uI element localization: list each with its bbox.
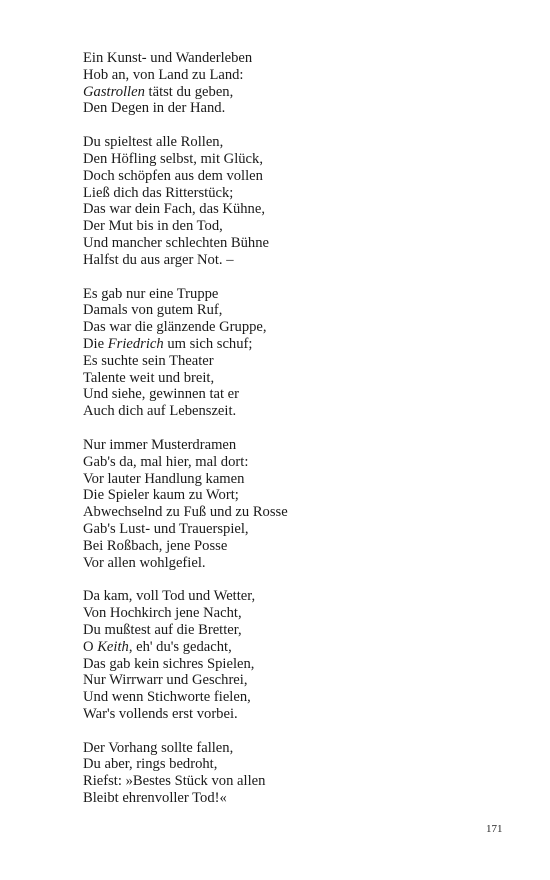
poem-line — [83, 622, 523, 639]
poem-line — [83, 353, 523, 370]
line-text: Das war die glänzende Gruppe, — [83, 319, 267, 336]
poem-line — [83, 252, 523, 269]
poem-line — [83, 538, 523, 555]
line-text: Ließ dich das Ritterstück; — [83, 184, 234, 201]
line-text: Vor lauter Handlung kamen — [83, 470, 245, 487]
poem-line — [83, 235, 523, 252]
line-text: Und wenn Stichworte fielen, — [83, 689, 251, 706]
line-text: Bleibt ehrenvoller Tod!« — [83, 790, 227, 807]
stanza — [83, 437, 523, 571]
line-text: , eh' du's gedacht, — [128, 638, 232, 655]
stanza — [83, 740, 523, 807]
line-text: um sich schuf; — [163, 335, 253, 352]
line-text: Talente weit und breit, — [83, 369, 215, 386]
line-text: Ein Kunst- und Wanderleben — [83, 50, 253, 66]
poem-line — [83, 386, 523, 403]
poem-line — [83, 201, 523, 218]
stanza — [83, 134, 523, 268]
stanza — [83, 50, 523, 117]
line-text: O — [83, 638, 98, 655]
poem-line — [83, 286, 523, 303]
line-text: Von Hochkirch jene Nacht, — [83, 605, 242, 622]
line-text: Doch schöpfen aus dem vollen — [83, 167, 263, 184]
line-text: Das war dein Fach, das Kühne, — [83, 201, 265, 218]
poem-line — [83, 403, 523, 420]
poem-line — [83, 706, 523, 723]
emphasized-name: Friedrich — [107, 335, 164, 352]
poem-line — [83, 588, 523, 605]
poem-line — [83, 454, 523, 471]
line-text: Abwechselnd zu Fuß und zu Rosse — [83, 504, 288, 521]
line-text: Du mußtest auf die Bretter, — [83, 621, 242, 638]
poem-line — [83, 336, 523, 353]
poem-line — [83, 689, 523, 706]
line-text: Du spieltest alle Rollen, — [83, 134, 224, 151]
poem-line — [83, 100, 523, 117]
poem-line — [83, 437, 523, 454]
line-text: Der Mut bis in den Tod, — [83, 218, 223, 235]
line-text: Halfst du aus arger Not. – — [83, 251, 234, 268]
poem-line — [83, 790, 523, 807]
poem-line — [83, 605, 523, 622]
line-text: Nur Wirrwarr und Geschrei, — [83, 672, 248, 689]
poem-line — [83, 319, 523, 336]
poem — [83, 50, 523, 824]
poem-line — [83, 370, 523, 387]
line-text: Den Höfling selbst, mit Glück, — [83, 150, 263, 167]
poem-line — [83, 672, 523, 689]
line-text: Den Degen in der Hand. — [83, 100, 226, 117]
poem-line — [83, 151, 523, 168]
stanza — [83, 588, 523, 722]
stanza — [83, 286, 523, 420]
poem-line — [83, 756, 523, 773]
poem-line — [83, 218, 523, 235]
poem-line — [83, 134, 523, 151]
poem-line — [83, 487, 523, 504]
line-text: Die — [83, 335, 108, 352]
line-text: Hob an, von Land zu Land: — [83, 66, 244, 83]
poem-line — [83, 67, 523, 84]
poem-line — [83, 471, 523, 488]
poem-line — [83, 555, 523, 572]
poem-line — [83, 50, 523, 67]
poem-line — [83, 639, 523, 656]
line-text: Damals von gutem Ruf, — [83, 302, 223, 319]
line-text: War's vollends erst vorbei. — [83, 705, 238, 722]
emphasized-name: Gastrollen — [83, 83, 145, 100]
line-text: Bei Roßbach, jene Posse — [83, 537, 228, 554]
poem-line — [83, 504, 523, 521]
line-text: Der Vorhang sollte fallen, — [83, 739, 234, 756]
line-text: Du aber, rings bedroht, — [83, 756, 218, 773]
line-text: Da kam, voll Tod und Wetter, — [83, 588, 256, 605]
line-text: Riefst: »Bestes Stück von allen — [83, 773, 266, 790]
line-text: Vor allen wohlgefiel. — [83, 554, 206, 571]
poem-line — [83, 168, 523, 185]
emphasized-name: Keith — [97, 638, 129, 655]
poem-line — [83, 302, 523, 319]
line-text: tätst du geben, — [144, 83, 234, 100]
line-text: Gab's da, mal hier, mal dort: — [83, 453, 249, 470]
line-text: Es gab nur eine Truppe — [83, 285, 219, 302]
poem-line — [83, 740, 523, 757]
line-text: Und mancher schlechten Bühne — [83, 234, 270, 251]
line-text: Die Spieler kaum zu Wort; — [83, 487, 239, 504]
line-text: Es suchte sein Theater — [83, 352, 214, 369]
poem-line — [83, 84, 523, 101]
line-text: Gab's Lust- und Trauerspiel, — [83, 520, 249, 537]
poem-line — [83, 773, 523, 790]
poem-line — [83, 656, 523, 673]
line-text: Auch dich auf Lebenszeit. — [83, 403, 237, 420]
line-text: Nur immer Musterdramen — [83, 436, 237, 453]
line-text: Und siehe, gewinnen tat er — [83, 386, 240, 403]
poem-line — [83, 185, 523, 202]
poem-line — [83, 521, 523, 538]
line-text: Das gab kein sichres Spielen, — [83, 655, 255, 672]
page-number: 171 — [486, 823, 503, 835]
